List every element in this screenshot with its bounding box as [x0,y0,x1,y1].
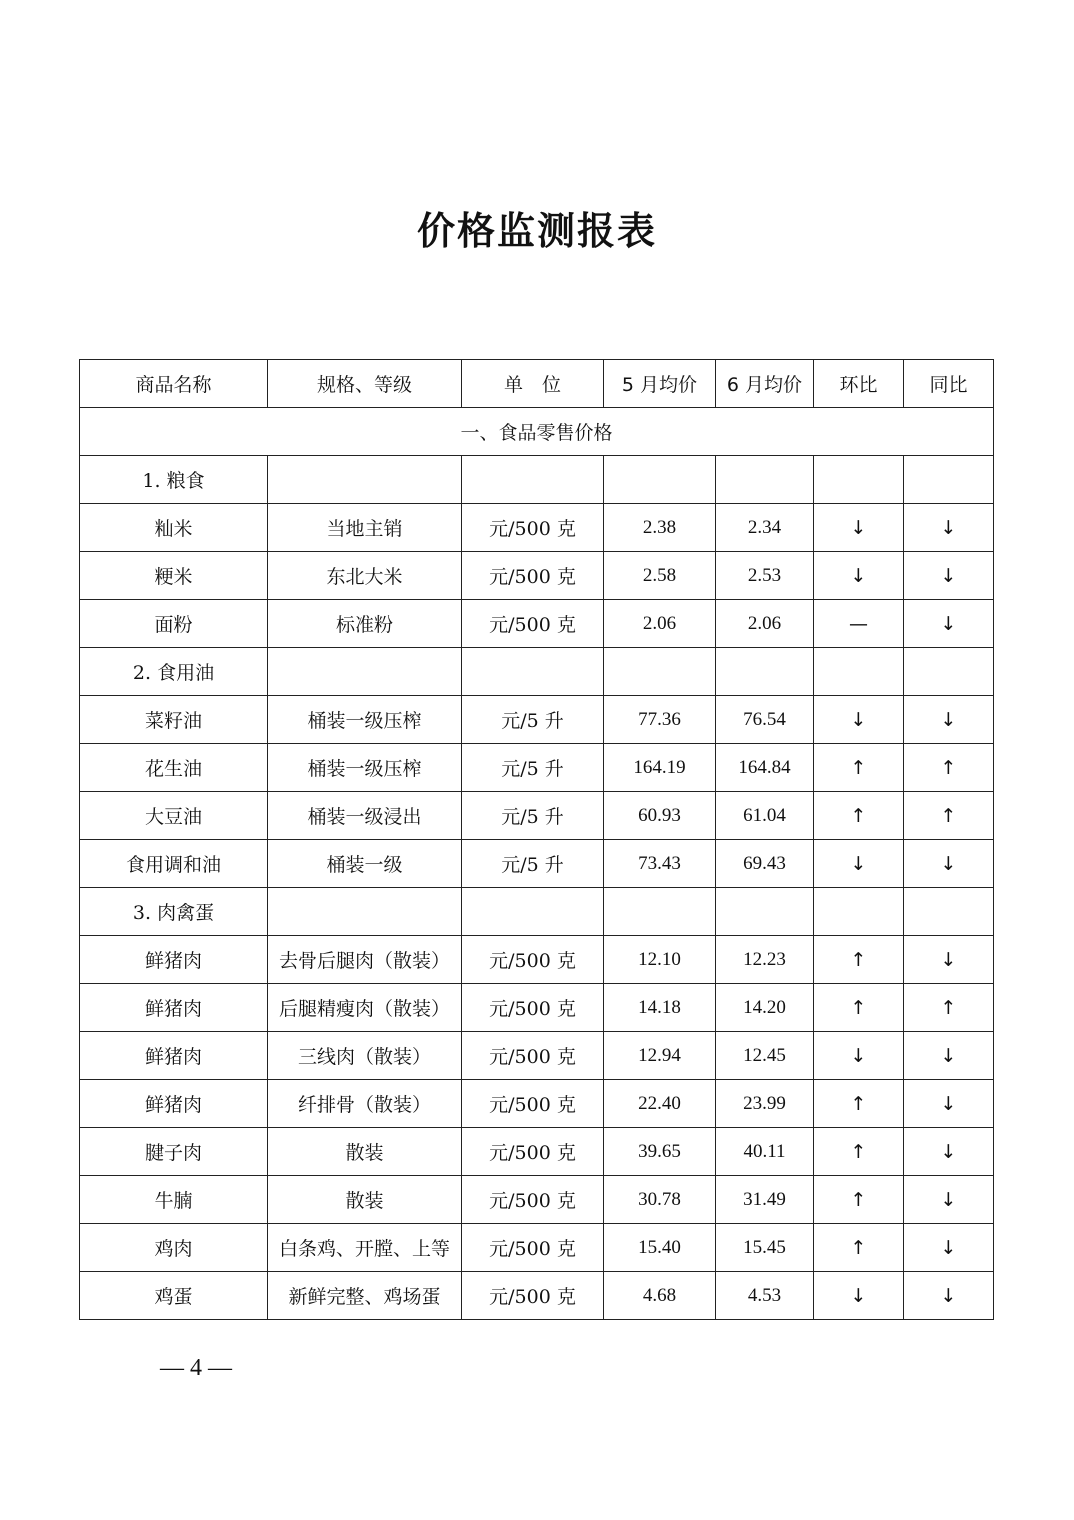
unit: 元/500 克 [462,1272,604,1320]
yoy-trend-icon: ↓ [904,1080,994,1128]
spec-grade: 桶装一级压榨 [268,744,462,792]
table-row [80,696,994,744]
june-price: 4.53 [716,1272,814,1320]
mom-trend-icon: ↓ [814,552,904,600]
june-price: 15.45 [716,1224,814,1272]
mom-trend-icon: ↑ [814,1080,904,1128]
mom-trend-icon: ↑ [814,1176,904,1224]
yoy-trend-icon: ↓ [904,1128,994,1176]
may-price: 164.19 [604,744,716,792]
yoy-trend-icon: ↑ [904,792,994,840]
may-price: 12.94 [604,1032,716,1080]
product-name: 菜籽油 [80,696,268,744]
mom-trend-icon: ↑ [814,792,904,840]
empty-cell [604,456,716,504]
june-price: 12.45 [716,1032,814,1080]
table-body [80,408,994,1320]
empty-cell [268,888,462,936]
mom-trend-icon: ↓ [814,696,904,744]
product-name: 腱子肉 [80,1128,268,1176]
june-price: 12.23 [716,936,814,984]
may-price: 14.18 [604,984,716,1032]
product-name: 大豆油 [80,792,268,840]
yoy-trend-icon: ↓ [904,552,994,600]
spec-grade: 桶装一级 [268,840,462,888]
product-name: 食用调和油 [80,840,268,888]
unit: 元/500 克 [462,1176,604,1224]
category-label: 2. 食用油 [80,648,268,696]
empty-cell [716,888,814,936]
product-name: 籼米 [80,504,268,552]
product-name: 鲜猪肉 [80,936,268,984]
product-name: 鲜猪肉 [80,984,268,1032]
june-price: 76.54 [716,696,814,744]
empty-cell [462,888,604,936]
table-row [80,1080,994,1128]
june-price: 2.06 [716,600,814,648]
empty-cell [814,888,904,936]
yoy-trend-icon: ↓ [904,1224,994,1272]
mom-trend-icon: ↑ [814,1224,904,1272]
spec-grade: 新鲜完整、鸡场蛋 [268,1272,462,1320]
header-name: 商品名称 [80,360,268,408]
product-name: 鲜猪肉 [80,1032,268,1080]
unit: 元/500 克 [462,1080,604,1128]
table-row [80,792,994,840]
product-name: 鸡肉 [80,1224,268,1272]
empty-cell [268,456,462,504]
yoy-trend-icon: ↑ [904,744,994,792]
may-price: 73.43 [604,840,716,888]
unit: 元/500 克 [462,600,604,648]
may-price: 39.65 [604,1128,716,1176]
yoy-trend-icon: ↓ [904,840,994,888]
may-price: 30.78 [604,1176,716,1224]
table-row [80,1224,994,1272]
header-yoy: 同比 [904,360,994,408]
unit: 元/500 克 [462,504,604,552]
empty-cell [268,648,462,696]
unit: 元/500 克 [462,984,604,1032]
table-row [80,984,994,1032]
unit: 元/5 升 [462,744,604,792]
unit: 元/5 升 [462,792,604,840]
product-name: 面粉 [80,600,268,648]
unit: 元/500 克 [462,1224,604,1272]
mom-trend-icon: ↓ [814,1032,904,1080]
spec-grade: 后腿精瘦肉（散装） [268,984,462,1032]
empty-cell [604,888,716,936]
product-name: 鲜猪肉 [80,1080,268,1128]
product-name: 花生油 [80,744,268,792]
may-price: 2.06 [604,600,716,648]
may-price: 77.36 [604,696,716,744]
table-row [80,1176,994,1224]
empty-cell [904,888,994,936]
june-price: 69.43 [716,840,814,888]
spec-grade: 桶装一级压榨 [268,696,462,744]
spec-grade: 东北大米 [268,552,462,600]
unit: 元/5 升 [462,696,604,744]
may-price: 12.10 [604,936,716,984]
table-row [80,504,994,552]
table-row [80,744,994,792]
spec-grade: 标准粉 [268,600,462,648]
header-mom: 环比 [814,360,904,408]
spec-grade: 散装 [268,1128,462,1176]
category-row [80,648,994,696]
header-may-price: 5 月均价 [604,360,716,408]
page-number: — 4 — [160,1355,232,1381]
spec-grade: 当地主销 [268,504,462,552]
table-row [80,840,994,888]
unit: 元/500 克 [462,552,604,600]
category-row [80,888,994,936]
spec-grade: 三线肉（散装） [268,1032,462,1080]
table-header-row [80,360,994,408]
empty-cell [716,648,814,696]
unit: 元/5 升 [462,840,604,888]
table-row [80,600,994,648]
may-price: 15.40 [604,1224,716,1272]
empty-cell [462,456,604,504]
table-row [80,936,994,984]
category-row [80,456,994,504]
yoy-trend-icon: ↓ [904,504,994,552]
table-row [80,1272,994,1320]
empty-cell [814,456,904,504]
may-price: 2.58 [604,552,716,600]
section-row [80,408,994,456]
june-price: 40.11 [716,1128,814,1176]
price-table [79,359,994,1320]
product-name: 牛腩 [80,1176,268,1224]
mom-trend-icon: ↑ [814,984,904,1032]
header-june-price: 6 月均价 [716,360,814,408]
may-price: 2.38 [604,504,716,552]
mom-trend-icon: ↑ [814,936,904,984]
table-row [80,1032,994,1080]
empty-cell [904,648,994,696]
yoy-trend-icon: ↓ [904,1176,994,1224]
yoy-trend-icon: ↓ [904,1272,994,1320]
spec-grade: 散装 [268,1176,462,1224]
page-title: 价格监测报表 [416,209,657,253]
table-row [80,552,994,600]
june-price: 2.53 [716,552,814,600]
mom-trend-icon: — [814,600,904,648]
spec-grade: 纤排骨（散装） [268,1080,462,1128]
june-price: 61.04 [716,792,814,840]
mom-trend-icon: ↓ [814,1272,904,1320]
unit: 元/500 克 [462,936,604,984]
mom-trend-icon: ↓ [814,504,904,552]
june-price: 164.84 [716,744,814,792]
unit: 元/500 克 [462,1032,604,1080]
empty-cell [904,456,994,504]
spec-grade: 去骨后腿肉（散装） [268,936,462,984]
june-price: 23.99 [716,1080,814,1128]
section-title: 一、食品零售价格 [80,408,994,456]
june-price: 31.49 [716,1176,814,1224]
empty-cell [604,648,716,696]
spec-grade: 桶装一级浸出 [268,792,462,840]
product-name: 鸡蛋 [80,1272,268,1320]
empty-cell [462,648,604,696]
yoy-trend-icon: ↓ [904,1032,994,1080]
may-price: 22.40 [604,1080,716,1128]
category-label: 3. 肉禽蛋 [80,888,268,936]
unit: 元/500 克 [462,1128,604,1176]
product-name: 粳米 [80,552,268,600]
empty-cell [814,648,904,696]
spec-grade: 白条鸡、开膛、上等 [268,1224,462,1272]
empty-cell [716,456,814,504]
header-unit: 单 位 [462,360,604,408]
category-label: 1. 粮食 [80,456,268,504]
table-row [80,1128,994,1176]
yoy-trend-icon: ↓ [904,600,994,648]
header-spec: 规格、等级 [268,360,462,408]
mom-trend-icon: ↓ [814,840,904,888]
mom-trend-icon: ↑ [814,1128,904,1176]
june-price: 2.34 [716,504,814,552]
yoy-trend-icon: ↑ [904,984,994,1032]
yoy-trend-icon: ↓ [904,696,994,744]
june-price: 14.20 [716,984,814,1032]
may-price: 4.68 [604,1272,716,1320]
mom-trend-icon: ↑ [814,744,904,792]
yoy-trend-icon: ↓ [904,936,994,984]
may-price: 60.93 [604,792,716,840]
